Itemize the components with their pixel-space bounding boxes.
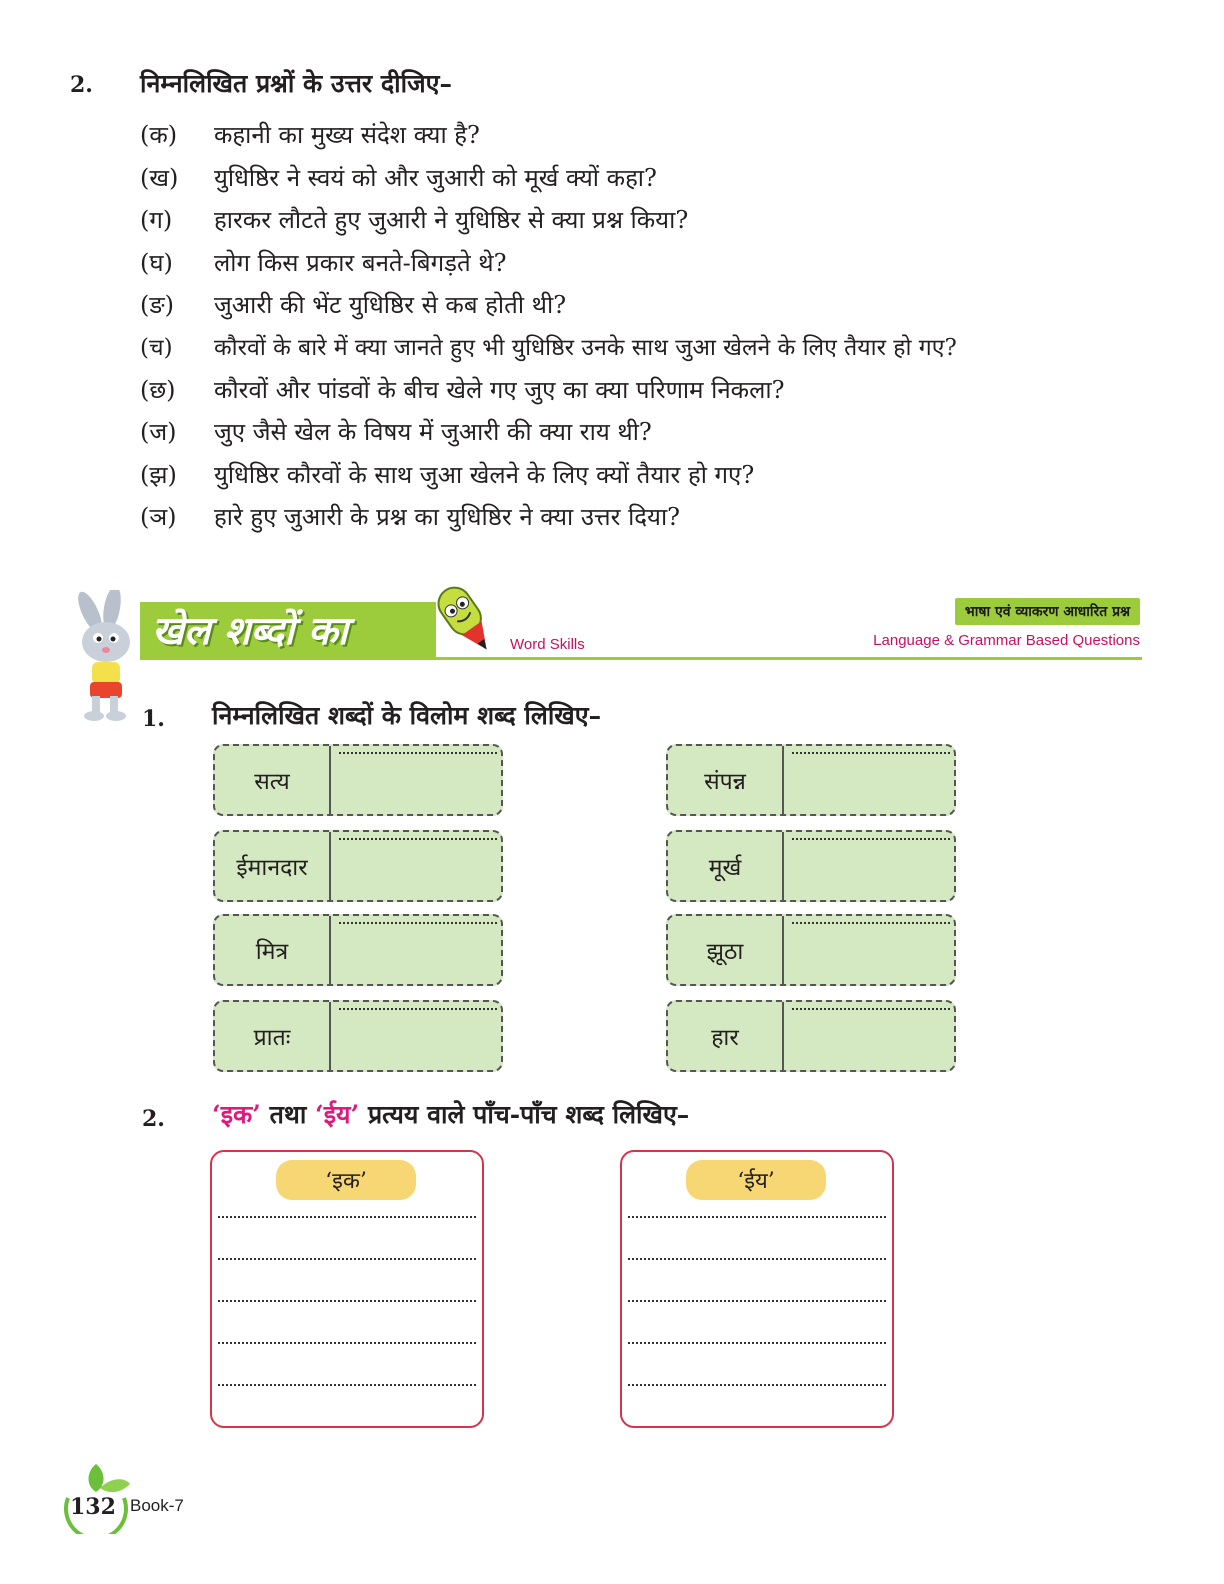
item-label: (झ)	[140, 461, 177, 489]
item-label: (छ)	[140, 376, 176, 404]
exercise-heading	[212, 1097, 689, 1131]
item-label: (ग)	[140, 206, 173, 234]
page-number: 132	[70, 1494, 116, 1520]
antonym-word: प्रातः	[215, 1002, 331, 1070]
answer-line[interactable]	[218, 1384, 476, 1386]
antonym-word: झूठा	[668, 916, 784, 984]
antonym-box	[213, 744, 503, 816]
antonym-box	[666, 744, 956, 816]
antonym-box	[213, 1000, 503, 1072]
suffix-box-ik	[210, 1150, 484, 1428]
antonym-word: सत्य	[215, 746, 331, 814]
question-number: 2.	[70, 72, 93, 98]
suffix-label: ‘ईय’	[686, 1160, 826, 1200]
suffix-label: ‘इक’	[276, 1160, 416, 1200]
item-label: (घ)	[140, 249, 173, 277]
item-label: (ज)	[140, 418, 177, 446]
item-text: हारकर लौटते हुए जुआरी ने युधिष्ठिर से क्या प्रश्न किया?	[214, 206, 689, 234]
answer-line[interactable]	[628, 1384, 886, 1386]
list-item	[140, 158, 657, 198]
exercise-number: 2.	[142, 1106, 165, 1132]
list-item	[140, 115, 480, 155]
antonym-box	[666, 914, 956, 986]
question-heading: निम्नलिखित प्रश्नों के उत्तर दीजिए–	[140, 69, 452, 98]
answer-line[interactable]	[792, 922, 950, 924]
antonym-word: मित्र	[215, 916, 331, 984]
answer-line[interactable]	[218, 1342, 476, 1344]
rabbit-mascot-icon	[62, 590, 152, 724]
list-item	[140, 455, 754, 495]
section-divider	[140, 657, 1142, 660]
answer-line[interactable]	[792, 838, 950, 840]
item-text: कौरवों और पांडवों के बीच खेले गए जुए का क्या परिणाम निकला?	[214, 376, 785, 404]
antonym-word: हार	[668, 1002, 784, 1070]
list-item	[140, 412, 652, 452]
item-text: जुए जैसे खेल के विषय में जुआरी की क्या राय थी?	[214, 418, 652, 446]
answer-line[interactable]	[218, 1300, 476, 1302]
item-label: (ख)	[140, 164, 179, 192]
antonym-word: ईमानदार	[215, 832, 331, 900]
list-item	[140, 328, 957, 368]
list-item	[140, 200, 688, 240]
answer-line[interactable]	[628, 1300, 886, 1302]
item-text: जुआरी की भेंट युधिष्ठिर से कब होती थी?	[214, 291, 567, 319]
item-text: कहानी का मुख्य संदेश क्या है?	[214, 121, 480, 149]
item-text: हारे हुए जुआरी के प्रश्न का युधिष्ठिर ने क्या उत्तर दिया?	[214, 503, 681, 531]
antonym-box	[213, 914, 503, 986]
pencil-mascot-icon	[428, 580, 504, 660]
item-label: (ञ)	[140, 503, 177, 531]
suffix-iy: ‘ईय’	[315, 1100, 360, 1129]
answer-line[interactable]	[339, 1008, 497, 1010]
list-item	[140, 243, 506, 283]
list-item	[140, 285, 566, 325]
answer-line[interactable]	[218, 1216, 476, 1218]
suffix-ik: ‘इक’	[212, 1100, 261, 1129]
section-tag-english: Language & Grammar Based Questions	[873, 632, 1140, 649]
antonym-word: संपन्न	[668, 746, 784, 814]
item-text: कौरवों के बारे में क्या जानते हुए भी युधिष्ठिर उनके साथ जुआ खेलने के लिए तैयार हो गए?	[214, 335, 957, 361]
section-subtitle: Word Skills	[510, 636, 585, 653]
item-text: युधिष्ठिर ने स्वयं को और जुआरी को मूर्ख क्यों कहा?	[214, 164, 657, 192]
item-label: (क)	[140, 121, 178, 149]
item-label: (च)	[140, 335, 173, 361]
answer-line[interactable]	[628, 1258, 886, 1260]
answer-line[interactable]	[792, 1008, 950, 1010]
answer-line[interactable]	[339, 752, 497, 754]
antonym-box	[213, 830, 503, 902]
antonym-box	[666, 1000, 956, 1072]
answer-line[interactable]	[628, 1216, 886, 1218]
exercise-number: 1.	[142, 706, 165, 732]
antonym-word: मूर्ख	[668, 832, 784, 900]
answer-line[interactable]	[628, 1342, 886, 1344]
list-item	[140, 497, 680, 537]
list-item	[140, 370, 784, 410]
section-tag-hindi: भाषा एवं व्याकरण आधारित प्रश्न	[955, 598, 1140, 625]
exercise-heading: निम्नलिखित शब्दों के विलोम शब्द लिखिए–	[212, 701, 602, 730]
answer-line[interactable]	[792, 752, 950, 754]
suffix-box-iy	[620, 1150, 894, 1428]
item-label: (ङ)	[140, 291, 175, 319]
answer-line[interactable]	[339, 838, 497, 840]
item-text: लोग किस प्रकार बनते-बिगड़ते थे?	[214, 249, 507, 277]
answer-line[interactable]	[339, 922, 497, 924]
heading-rest: प्रत्यय वाले पाँच-पाँच शब्द लिखिए–	[367, 1100, 690, 1129]
item-text: युधिष्ठिर कौरवों के साथ जुआ खेलने के लिए क्यों तैयार हो गए?	[214, 461, 755, 489]
answer-line[interactable]	[218, 1258, 476, 1260]
section-title: खेल शब्दों का	[152, 608, 348, 654]
heading-joiner: तथा	[269, 1100, 307, 1129]
book-label: Book-7	[130, 1496, 184, 1515]
antonym-box	[666, 830, 956, 902]
